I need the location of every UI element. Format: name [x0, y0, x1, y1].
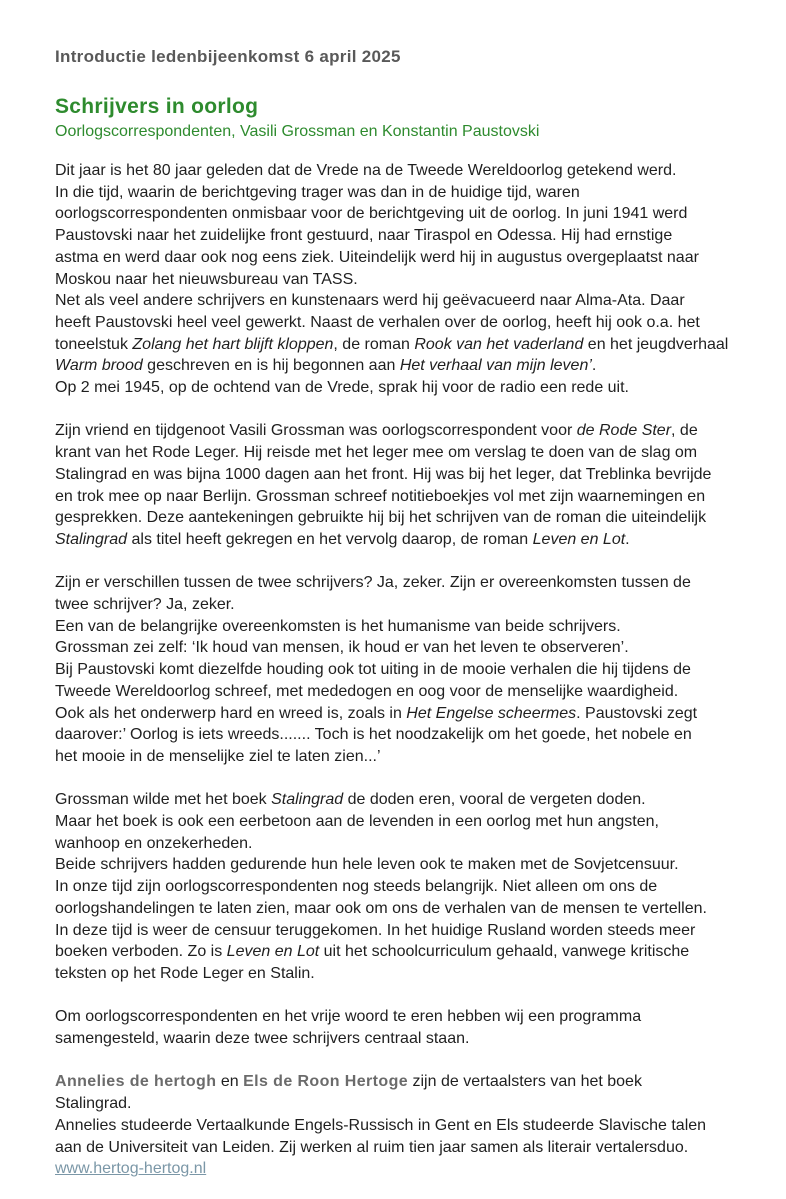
section-subtitle: Oorlogscorrespondenten, Vasili Grossman en Konstantin Paustovski — [55, 123, 540, 140]
text-line — [55, 833, 750, 855]
text-segment: . — [625, 530, 630, 548]
text-line — [55, 1006, 750, 1028]
text-segment: Om oorlogscorrespondenten en het vrije woord te eren hebben wij een programma — [55, 1008, 642, 1026]
text-line — [55, 442, 750, 464]
text-segment: twee schrijver? Ja, zeker. — [55, 596, 235, 614]
text-line — [55, 963, 750, 985]
text-segment: aan de Universiteit van Leiden. Zij werken al ruim tien jaar samen als literair vertalersduo. — [55, 1138, 689, 1156]
text-segment: als titel heeft gekregen en het vervolg daarop, de roman — [127, 530, 533, 548]
text-segment: Bij Paustovski komt diezelfde houding ook tot uiting in de mooie verhalen die hij tijdens de — [55, 661, 691, 679]
text-line — [55, 1115, 750, 1137]
section-heading: Schrijvers in oorlog — [55, 95, 259, 118]
text-segment: In die tijd, waarin de berichtgeving trager was dan in de huidige tijd, waren — [55, 183, 580, 201]
text-segment: en het jeugdverhaal — [583, 335, 729, 353]
text-segment: Dit jaar is het 80 jaar geleden dat de Vrede na de Tweede Wereldoorlog getekend werd. — [55, 162, 677, 179]
text-line — [55, 486, 750, 508]
text-segment: en trok mee op naar Berlijn. Grossman schreef notitieboekjes vol met zijn waarnemingen en — [55, 487, 706, 505]
text-segment: Grossman zei zelf: ‘Ik houd van mensen, ik houd er van het leven te observeren’. — [55, 639, 629, 657]
text-segment: oorlogshandelingen te laten zien, maar ook om ons de verhalen van de mensen te vertellen. — [55, 899, 707, 917]
text-segment: de Rode Ster — [576, 422, 672, 440]
text-segment: Leven en Lot — [226, 943, 320, 961]
text-line — [55, 941, 750, 963]
text-line — [55, 637, 750, 659]
text-line — [55, 225, 750, 247]
paragraph — [55, 1071, 750, 1158]
text-segment: Stalingrad — [271, 791, 344, 809]
text-line — [55, 703, 750, 725]
text-segment: . Paustovski zegt — [576, 704, 698, 722]
text-segment: heeft Paustovski heel veel gewerkt. Naast de verhalen over de oorlog, heeft hij ook o.a. het — [55, 313, 700, 331]
text-line — [55, 420, 750, 442]
link-line — [55, 1158, 750, 1180]
text-segment: Annelies de hertogh — [55, 1073, 217, 1091]
text-segment: oorlogscorrespondenten onmisbaar voor de berichtgeving uit de oorlog. In juni 1941 werd — [55, 205, 688, 223]
paragraph — [55, 789, 750, 984]
text-segment: het mooie in de menselijke ziel te laten zien...’ — [55, 747, 381, 765]
text-segment: uit het schoolcurriculum gehaald, vanwege kritische — [319, 943, 690, 961]
text-line — [55, 1093, 750, 1115]
text-line — [55, 529, 750, 551]
text-segment: daarover:’ Oorlog is iets wreeds....... Toch is het noodzakelijk om het goede, het nobele en — [55, 726, 692, 744]
text-segment: zijn de vertaalsters van het boek — [408, 1073, 642, 1091]
paragraph — [55, 1006, 750, 1049]
paragraph — [55, 572, 750, 767]
text-segment: wanhoop en onzekerheden. — [55, 834, 253, 852]
text-segment: gesprekken. Deze aantekeningen gebruikte hij bij het schrijven van de roman die uiteindelijk — [55, 509, 707, 527]
text-line — [55, 377, 750, 399]
text-line — [55, 724, 750, 746]
text-line — [55, 203, 750, 225]
text-segment: toneelstuk — [55, 335, 133, 353]
text-segment: Stalingrad en was bijna 1000 dagen aan het front. Hij was bij het leger, dat Treblinka bevrijde — [55, 465, 712, 483]
text-line — [55, 247, 750, 269]
text-line — [55, 269, 750, 291]
text-segment: Het verhaal van mijn leven’ — [399, 357, 592, 375]
text-segment: Annelies studeerde Vertaalkunde Engels-Russisch in Gent en Els studeerde Slavische talen — [55, 1116, 707, 1134]
text-line — [55, 681, 750, 703]
text-segment: , de — [671, 422, 698, 440]
text-line — [55, 616, 750, 638]
text-line — [55, 811, 750, 833]
text-segment: Moskou naar het nieuwsbureau van TASS. — [55, 270, 358, 288]
text-segment: Warm brood — [55, 357, 143, 375]
text-segment: samengesteld, waarin deze twee schrijvers centraal staan. — [55, 1030, 470, 1048]
text-line — [55, 1028, 750, 1050]
text-segment: In onze tijd zijn oorlogscorrespondenten nog steeds belangrijk. Niet alleen om ons de — [55, 878, 658, 896]
text-line — [55, 854, 750, 876]
text-segment: astma en werd daar ook nog eens ziek. Uiteindelijk werd hij in augustus overgeplaatst naar — [55, 248, 699, 266]
text-segment: Els de Roon Hertoge — [243, 1073, 409, 1091]
text-segment: Grossman wilde met het boek — [55, 791, 272, 809]
text-line — [55, 182, 750, 204]
text-segment: Zolang het hart blijft kloppen — [132, 335, 334, 353]
text-segment: de doden eren, vooral de vergeten doden. — [343, 791, 646, 809]
text-line — [55, 746, 750, 768]
text-segment: Zijn vriend en tijdgenoot Vasili Grossman was oorlogscorrespondent voor — [55, 422, 577, 440]
text-line — [55, 898, 750, 920]
text-segment: Beide schrijvers hadden gedurende hun hele leven ook te maken met de Sovjetcensuur. — [55, 856, 679, 874]
text-segment: Zijn er verschillen tussen de twee schrijvers? Ja, zeker. Zijn er overeenkomsten tussen de — [55, 574, 691, 592]
document-title: Introductie ledenbijeenkomst 6 april 2025 — [55, 47, 401, 66]
website-link[interactable]: www.hertog-hertog.nl — [55, 1160, 207, 1178]
paragraph — [55, 160, 750, 399]
text-line — [55, 507, 750, 529]
document-body — [55, 160, 750, 1158]
text-segment: teksten op het Rode Leger en Stalin. — [55, 964, 315, 982]
text-segment: Een van de belangrijke overeenkomsten is het humanisme van beide schrijvers. — [55, 617, 621, 635]
text-segment: Net als veel andere schrijvers en kunstenaars werd hij geëvacueerd naar Alma-Ata. Daar — [55, 292, 685, 310]
text-segment: , de roman — [333, 335, 415, 353]
paragraph — [55, 420, 750, 550]
text-segment: geschreven en is hij begonnen aan — [142, 357, 400, 375]
text-segment: Leven en Lot — [532, 530, 626, 548]
text-segment: Tweede Wereldoorlog schreef, met mededogen en oog voor de menselijke waardigheid. — [55, 682, 679, 700]
text-segment: Op 2 mei 1945, op de ochtend van de Vrede, sprak hij voor de radio een rede uit. — [55, 379, 629, 397]
text-segment: krant van het Rode Leger. Hij reisde met het leger mee om verslag te doen van de slag om — [55, 444, 698, 462]
text-line — [55, 334, 750, 356]
text-line — [55, 876, 750, 898]
text-line — [55, 659, 750, 681]
text-segment: Het Engelse scheermes — [406, 704, 577, 722]
text-segment: . — [591, 357, 597, 375]
text-line — [55, 594, 750, 616]
text-line — [55, 464, 750, 486]
text-segment: Maar het boek is ook een eerbetoon aan de levenden in een oorlog met hun angsten, — [55, 813, 659, 831]
text-segment: Rook van het vaderland — [414, 335, 584, 353]
text-line — [55, 920, 750, 942]
text-segment: In deze tijd is weer de censuur teruggekomen. In het huidige Rusland worden steeds meer — [55, 921, 696, 939]
text-line — [55, 1071, 750, 1093]
text-line — [55, 1137, 750, 1159]
text-line — [55, 355, 750, 377]
text-line — [55, 290, 750, 312]
text-segment: en — [216, 1073, 244, 1091]
text-line — [55, 312, 750, 334]
text-segment: boeken verboden. Zo is — [55, 943, 227, 961]
text-line — [55, 789, 750, 811]
text-segment: Paustovski naar het zuidelijke front gestuurd, naar Tiraspol en Odessa. Hij had ernstige — [55, 227, 673, 245]
text-line — [55, 160, 750, 182]
text-line — [55, 572, 750, 594]
text-segment: Stalingrad — [55, 530, 128, 548]
text-segment: Ook als het onderwerp hard en wreed is, zoals in — [55, 704, 407, 722]
text-segment: Stalingrad. — [55, 1095, 132, 1113]
